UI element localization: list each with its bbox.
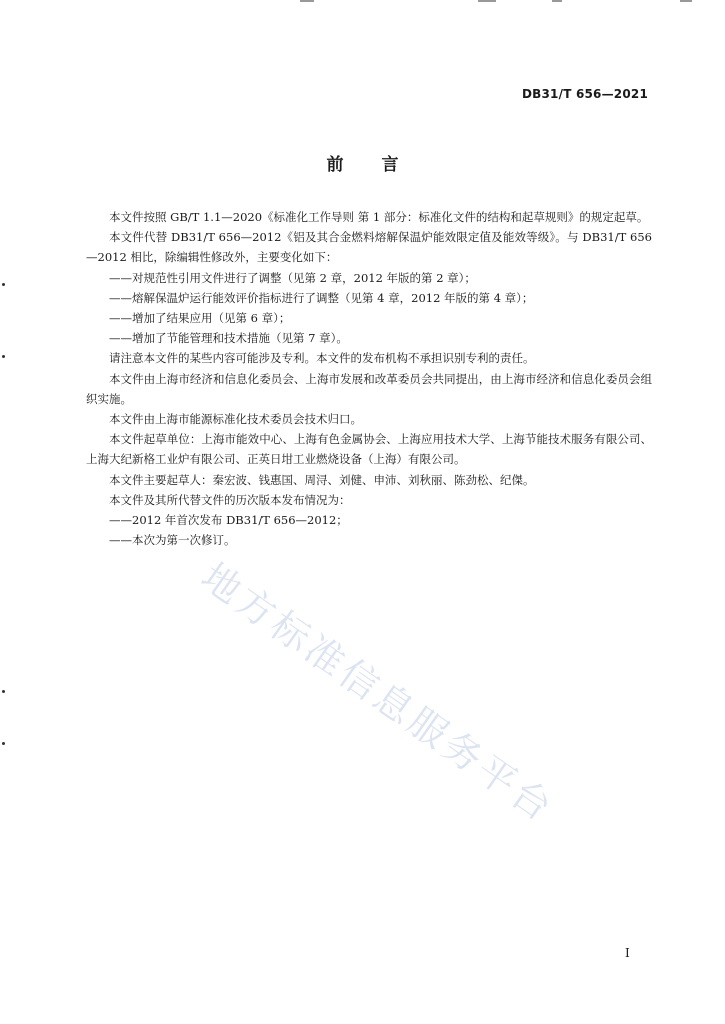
margin-mark xyxy=(2,283,5,286)
watermark: 地方标准信息服务平台 xyxy=(193,554,563,832)
paragraph: 本文件及其所代替文件的历次版本发布情况为： xyxy=(109,492,351,507)
margin-mark xyxy=(2,690,5,693)
page-number: I xyxy=(625,946,630,960)
list-item: ——增加了节能管理和技术措施（见第 7 章）。 xyxy=(109,331,348,346)
scan-artifact xyxy=(552,0,562,2)
list-item: ——增加了结果应用（见第 6 章）； xyxy=(109,311,291,326)
list-item: ——2012 年首次发布 DB31/T 656—2012； xyxy=(109,513,348,528)
margin-mark xyxy=(2,355,5,358)
paragraph: 请注意本文件的某些内容可能涉及专利。本文件的发布机构不承担识别专利的责任。 xyxy=(109,351,535,366)
document-code: DB31/T 656—2021 xyxy=(522,87,648,101)
scan-artifact xyxy=(300,0,314,2)
scan-artifact xyxy=(478,0,496,2)
paragraph: 本文件代替 DB31/T 656—2012《铝及其合金燃料熔解保温炉能效限定值及能效等级》。与 DB31/T 656—2012 相比，除编辑性修改外，主要变化如下： xyxy=(86,230,652,265)
scan-artifact xyxy=(680,0,692,2)
list-item: ——本次为第一次修订。 xyxy=(109,533,236,548)
paragraph: 本文件由上海市能源标准化技术委员会技术归口。 xyxy=(109,412,362,427)
paragraph: 本文件起草单位：上海市能效中心、上海有色金属协会、上海应用技术大学、上海节能技术服务有限公司、上海大纪新格工业炉有限公司、正英日坩工业燃烧设备（上海）有限公司。 xyxy=(86,432,652,467)
paragraph: 本文件按照 GB/T 1.1—2020《标准化工作导则 第 1 部分：标准化文件的结构和起草规则》的规定起草。 xyxy=(109,210,649,224)
paragraph: 本文件由上海市经济和信息化委员会、上海市发展和改革委员会共同提出，由上海市经济和信息化委员会组织实施。 xyxy=(86,371,652,406)
paragraph: 本文件主要起草人：秦宏波、钱惠国、周浔、刘健、申沛、刘秋丽、陈劲松、纪傑。 xyxy=(109,472,535,487)
list-item: ——对规范性引用文件进行了调整（见第 2 章，2012 年版的第 2 章）； xyxy=(109,270,476,285)
margin-mark xyxy=(2,742,5,745)
foreword-body xyxy=(86,207,652,550)
list-item: ——熔解保温炉运行能效评价指标进行了调整（见第 4 章，2012 年版的第 4 章）； xyxy=(109,290,534,305)
page-title: 前 言 xyxy=(326,155,399,175)
